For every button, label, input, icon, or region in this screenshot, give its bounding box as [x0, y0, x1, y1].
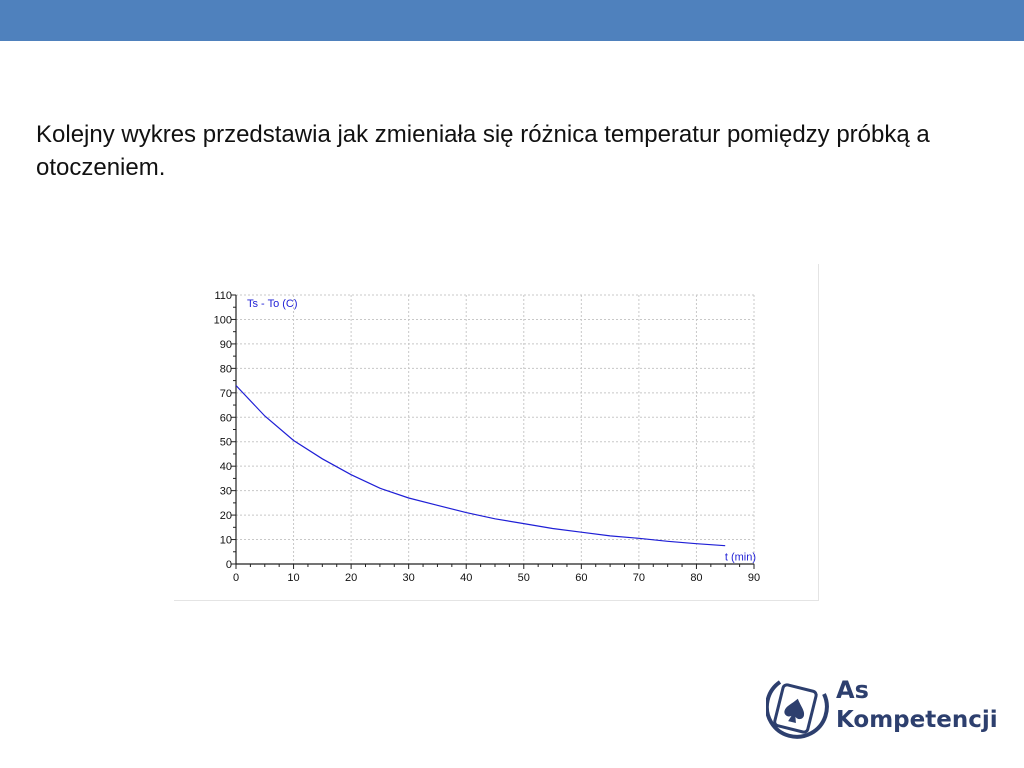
series-line [236, 386, 725, 546]
x-tick-label: 0 [232, 572, 240, 584]
line-chart [174, 264, 818, 600]
y-tick-label: 30 [219, 485, 232, 498]
y-tick-label: 0 [225, 559, 232, 571]
y-tick-label: 40 [219, 461, 232, 474]
x-tick-label: 70 [632, 572, 646, 584]
chart-frame [174, 264, 819, 601]
y-tick-label: 80 [219, 363, 232, 376]
y-tick-label: 100 [213, 314, 232, 327]
x-tick-label: 10 [287, 572, 300, 584]
x-tick-label: 80 [690, 572, 703, 584]
x-tick-label: 20 [344, 572, 358, 584]
x-tick-label: 50 [517, 572, 530, 584]
x-tick-label: 40 [460, 572, 473, 584]
slide-paragraph: Kolejny wykres przedstawia jak zmieniała się różnica temperatur pomiędzy próbką a otoczeniem. [36, 121, 930, 181]
y-tick-label: 110 [214, 290, 232, 302]
y-tick-label: 70 [219, 387, 232, 400]
logo-text-as: As [836, 676, 869, 704]
spade-card-icon [766, 672, 832, 744]
x-tick-label: 30 [402, 572, 415, 584]
y-tick-label: 90 [219, 338, 232, 351]
y-tick-label: 20 [219, 510, 232, 523]
y-axis-label: Ts - To (C) [247, 298, 298, 310]
x-tick-label: 60 [575, 572, 588, 584]
y-tick-label: 10 [219, 534, 232, 547]
x-tick-label: 90 [747, 572, 761, 584]
logo-text-kompetencji: Kompetencji [836, 707, 998, 733]
y-tick-label: 60 [219, 412, 232, 425]
as-kompetencji-logo [766, 672, 1006, 748]
y-tick-label: 50 [219, 436, 232, 449]
top-accent-bar [0, 0, 1024, 41]
x-axis-label: t (min) [724, 551, 756, 564]
